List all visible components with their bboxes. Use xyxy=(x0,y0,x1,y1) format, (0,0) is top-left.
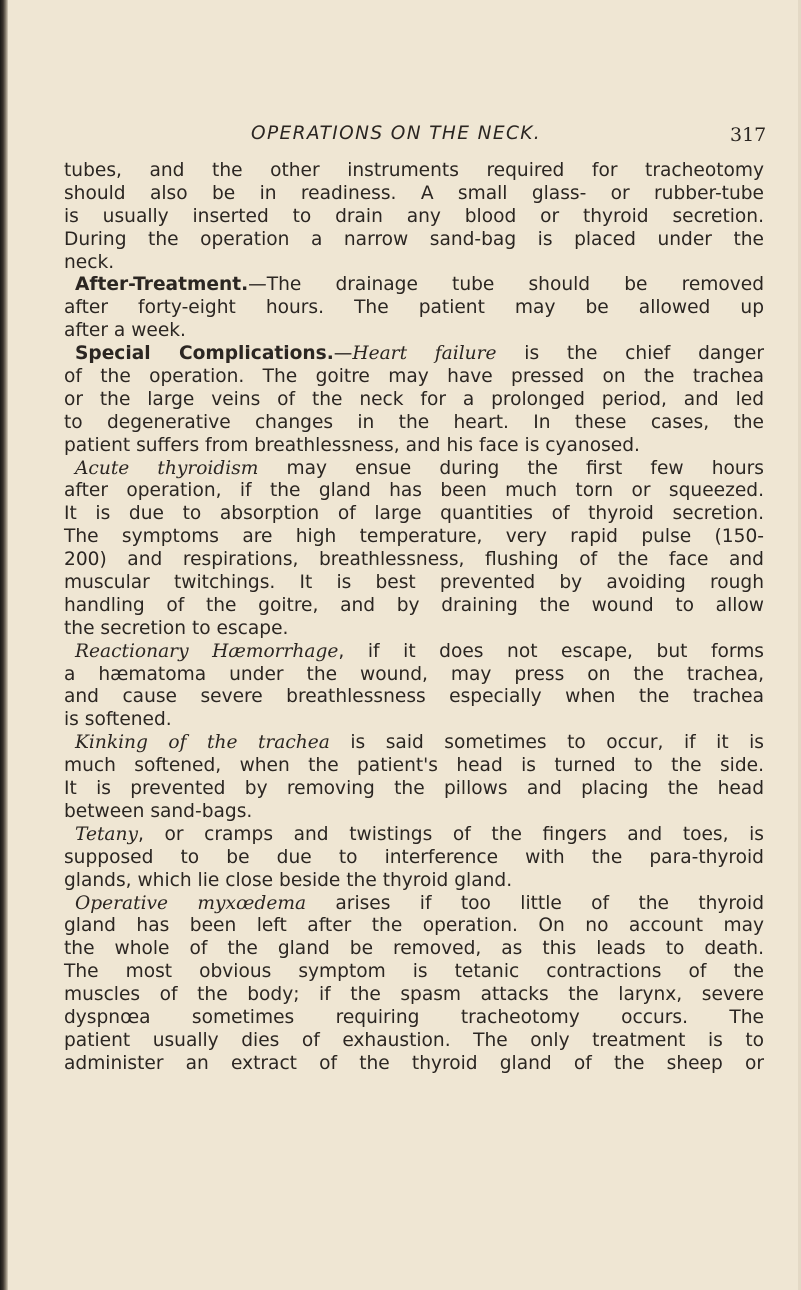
text-line: much softened, when the patient's head is turned to the side. xyxy=(64,755,764,777)
italic-term-kinking-of-trachea: Kinking of the trachea xyxy=(75,732,330,754)
book-page xyxy=(64,0,767,1290)
text-line: between sand-bags. xyxy=(64,800,253,822)
text-line: gland has been left after the operation. On no account may xyxy=(64,915,764,937)
text-line: the secretion to escape. xyxy=(64,617,289,639)
text-line: the whole of the gland be removed, as this leads to death. xyxy=(64,938,764,960)
text-run: , or cramps and twistings of the fingers and toes, is xyxy=(138,823,764,845)
text-line: after a week. xyxy=(64,320,186,342)
text-line: and cause severe breathlessness especially when the trachea xyxy=(64,686,764,708)
text-line: muscular twitchings. It is best prevented by avoiding rough xyxy=(64,572,764,594)
text-line: supposed to be due to interference with the para-thyroid xyxy=(64,846,764,868)
text-line: It is prevented by removing the pillows and placing the head xyxy=(64,778,764,800)
text-line: after forty-eight hours. The patient may be allowed up xyxy=(64,297,764,319)
italic-term-tetany: Tetany xyxy=(75,823,138,845)
text-run: may ensue during the first few hours xyxy=(258,457,764,479)
text-line: or the large veins of the neck for a prolonged period, and led xyxy=(64,388,764,410)
paragraph-preparation xyxy=(64,160,764,274)
page-binding-edge xyxy=(0,0,8,1290)
text-line: During the operation a narrow sand-bag is placed under the xyxy=(64,228,764,250)
page-number: 317 xyxy=(730,124,767,146)
paragraph-tetany xyxy=(64,824,764,893)
text-line: dyspnœa sometimes requiring tracheotomy occurs. The xyxy=(64,1006,764,1028)
italic-term-reactionary-haemorrhage: Reactionary Hæmorrhage xyxy=(75,640,339,662)
text-line: a hæmatoma under the wound, may press on the trachea, xyxy=(64,663,764,685)
text-line: neck. xyxy=(64,251,115,273)
text-line xyxy=(64,458,764,481)
text-run: is said sometimes to occur, if it is xyxy=(329,732,764,754)
text-line: glands, which lie close beside the thyroid gland. xyxy=(64,869,513,891)
section-heading-after-treatment: After-Treatment. xyxy=(75,274,249,296)
text-line: is usually inserted to drain any blood or thyroid secretion. xyxy=(64,205,764,227)
text-line: The most obvious symptom is tetanic contractions of the xyxy=(64,961,764,983)
text-line: administer an extract of the thyroid gland of the sheep or xyxy=(64,1052,764,1074)
text-line xyxy=(64,641,764,664)
running-head-title: OPERATIONS ON THE NECK. xyxy=(251,123,542,144)
text-run: is the chief danger xyxy=(496,343,764,365)
paragraph-special-complications xyxy=(64,343,764,457)
text-line: after operation, if the gland has been much torn or squeezed. xyxy=(64,480,764,502)
paragraph-reactionary-haemorrhage xyxy=(64,641,764,733)
text-line: is softened. xyxy=(64,709,172,731)
text-line: patient suffers from breathlessness, and his face is cyanosed. xyxy=(64,434,640,456)
text-line: of the operation. The goitre may have pressed on the trachea xyxy=(64,366,764,388)
text-line xyxy=(64,343,764,366)
text-line xyxy=(64,824,764,847)
running-head xyxy=(64,123,767,153)
text-run: — xyxy=(333,343,353,365)
italic-term-heart-failure: Heart failure xyxy=(352,343,497,365)
text-line: patient usually dies of exhaustion. The only treatment is to xyxy=(64,1029,764,1051)
text-line: The symptoms are high temperature, very rapid pulse (150- xyxy=(64,526,764,548)
paragraph-after-treatment xyxy=(64,274,764,343)
text-line xyxy=(64,732,764,755)
italic-term-operative-myxoedema: Operative myxœdema xyxy=(75,892,307,914)
text-line: 200) and respirations, breathlessness, flushing of the face and xyxy=(64,549,764,571)
text-line: to degenerative changes in the heart. In these cases, the xyxy=(64,411,764,433)
text-line: handling of the goitre, and by draining the wound to allow xyxy=(64,594,764,616)
text-line: muscles of the body; if the spasm attacks the larynx, severe xyxy=(64,984,764,1006)
text-line xyxy=(64,274,764,297)
text-line: should also be in readiness. A small glass- or rubber-tube xyxy=(64,182,764,204)
text-line: It is due to absorption of large quantities of thyroid secretion. xyxy=(64,503,764,525)
italic-term-acute-thyroidism: Acute thyroidism xyxy=(75,457,259,479)
text-line: tubes, and the other instruments required for tracheotomy xyxy=(64,160,764,181)
text-run: , if it does not escape, but forms xyxy=(338,640,764,662)
paragraph-acute-thyroidism xyxy=(64,458,764,641)
text-run: arises if too little of the thyroid xyxy=(306,892,764,914)
body-text xyxy=(64,160,764,1076)
text-line xyxy=(64,893,764,916)
section-heading-special-complications: Special Complications. xyxy=(75,343,334,365)
paragraph-kinking-of-trachea xyxy=(64,732,764,824)
paragraph-operative-myxoedema xyxy=(64,893,764,1076)
text-run: —The drainage tube should be removed xyxy=(248,274,764,296)
